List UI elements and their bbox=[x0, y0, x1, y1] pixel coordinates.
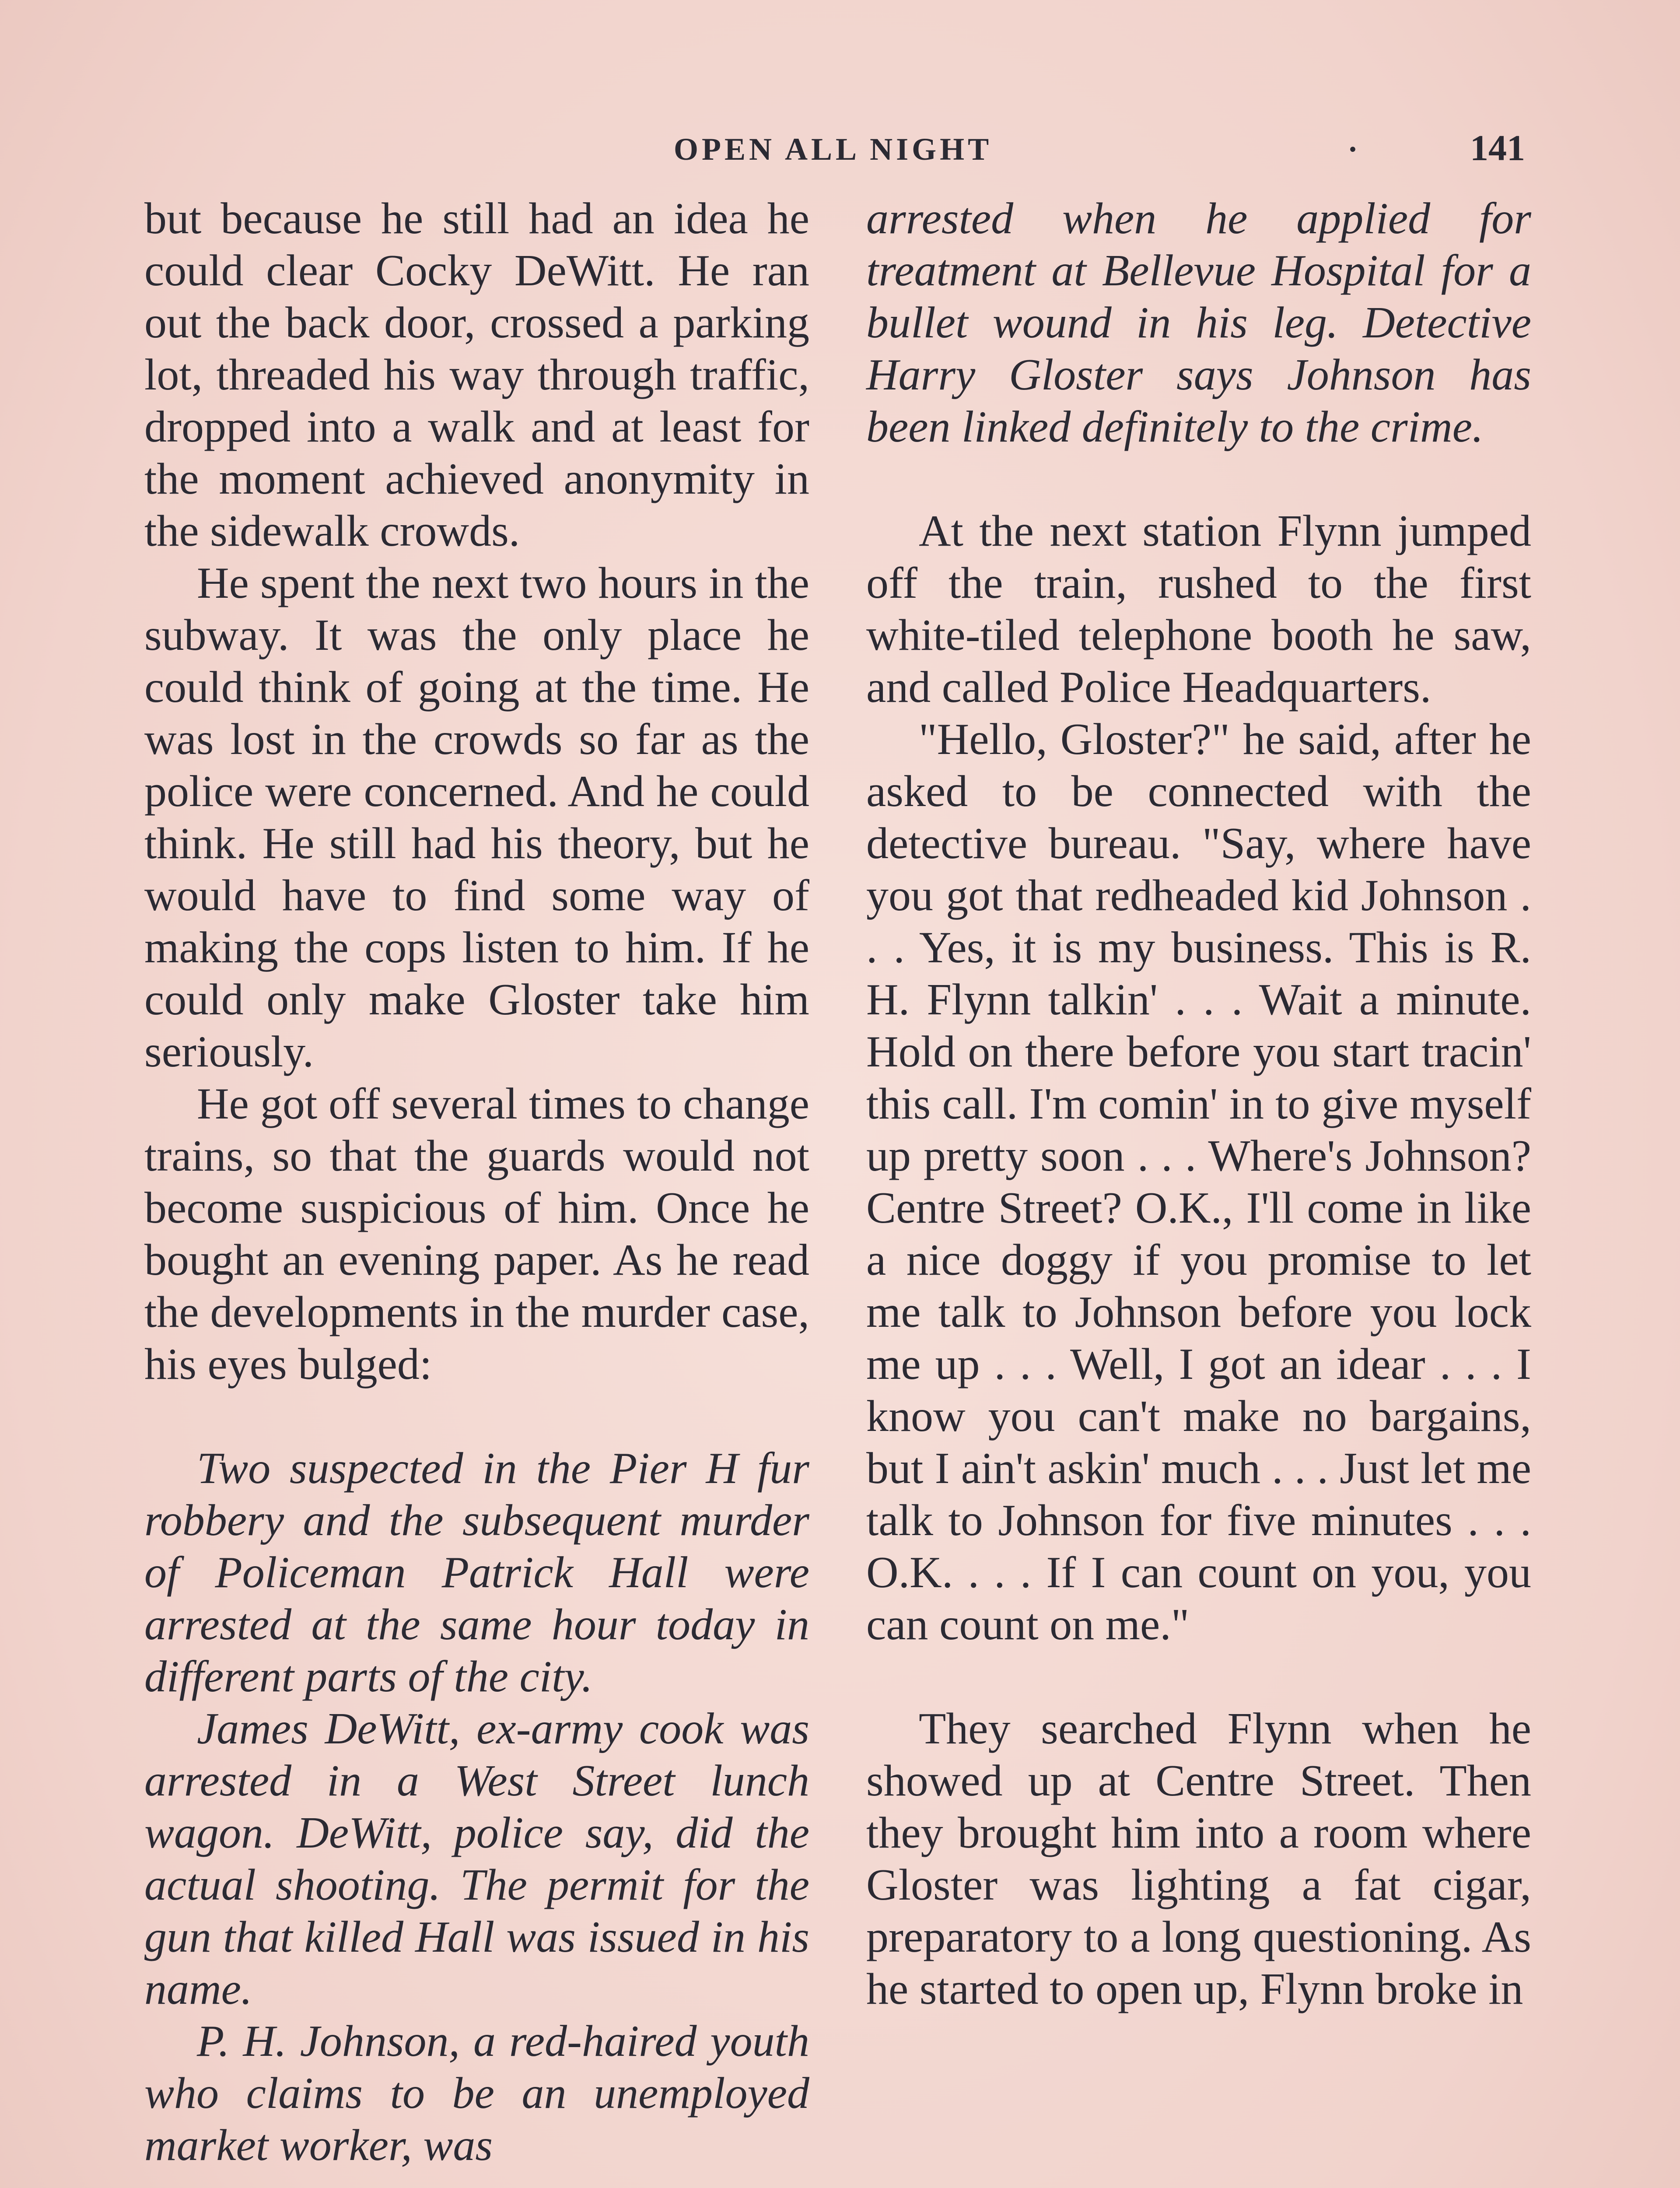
paragraph-gap bbox=[144, 1390, 809, 1442]
newspaper-excerpt: arrested when he applied for treatment at Bellevue Hospital for a bullet wound in his leg. Detective Harry Gloster says Johnson has been linked definitely to the crime. bbox=[866, 194, 1531, 452]
left-column bbox=[144, 193, 809, 2171]
paragraph-gap bbox=[866, 453, 1531, 505]
paragraph: He got off several times to change trains, so that the guards would not become suspicious of him. Once he bought an evening paper. As he read the developments in the murder case, his eyes bulged: bbox=[144, 1079, 809, 1389]
paragraph-gap bbox=[866, 1651, 1531, 1703]
paragraph: They searched Flynn when he showed up at Centre Street. Then they brought him into a room where Gloster was lighting a fat cigar, preparatory to a long questioning. As he started to open up, Flynn broke in bbox=[866, 1704, 1531, 2014]
newspaper-excerpt: P. H. Johnson, a red-haired youth who claims to be an unemployed market worker, was bbox=[144, 2016, 809, 2170]
header-dot: · bbox=[1348, 132, 1358, 167]
newspaper-excerpt: Two suspected in the Pier H fur robbery and the subsequent murder of Policeman Patrick Hall were arrested at the same hour today in different parts of the city. bbox=[144, 1444, 809, 1701]
paragraph: but because he still had an idea he could clear Cocky DeWitt. He ran out the back door, crossed a parking lot, threaded his way through traffic, dropped into a walk and at least for the moment achieved anonymity in the sidewalk crowds. bbox=[144, 194, 809, 556]
page-number: 141 bbox=[1470, 128, 1525, 168]
newspaper-excerpt: James DeWitt, ex-army cook was arrested in a West Street lunch wagon. DeWitt, police say, did the actual shooting. The permit for the gun that killed Hall was issued in his name. bbox=[144, 1704, 809, 2014]
paragraph: "Hello, Gloster?" he said, after he asked to be connected with the detective bureau. "Say, where have you got that redheaded kid Johnson . . . Yes, it is my business. This is R. H. Flynn talkin' . . . Wait a minute. Hold on there before you start tracin' this call. I'm comin' in to give myself up pretty soon . . . Where's Johnson? Centre Street? O.K., I'll come in like a nice doggy if you promise to let me talk to Johnson before you lock me up . . . Well, I got an idear . . . I know you can't make no bargains, but I ain't askin' much . . . Just let me talk to Johnson for five minutes . . . O.K. . . . If I can count on you, you can count on me." bbox=[866, 715, 1531, 1649]
right-column bbox=[866, 193, 1531, 2015]
paragraph: He spent the next two hours in the subway. It was the only place he could think of going at the time. He was lost in the crowds so far as the police were concerned. And he could think. He still had his theory, but he would have to find some way of making the cops listen to him. If he could only make Gloster take him seriously. bbox=[144, 558, 809, 1076]
running-title: OPEN ALL NIGHT bbox=[674, 132, 993, 167]
paragraph: At the next station Flynn jumped off the train, rushed to the first white-tiled telephone booth he saw, and called Police Headquarters. bbox=[866, 506, 1531, 712]
